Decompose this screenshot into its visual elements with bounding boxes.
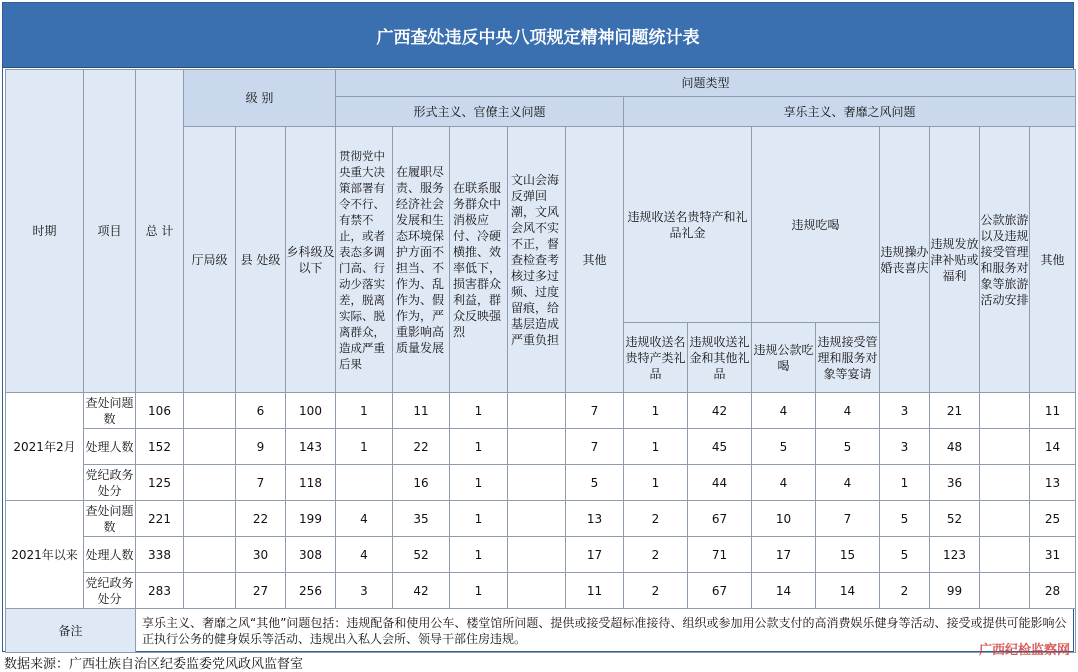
header-subsidy: 违规发放津补贴或福利: [930, 127, 980, 393]
eat-banquet-cell: 7: [816, 501, 880, 537]
wedding-cell: 5: [880, 537, 930, 573]
formalism-1-cell: [336, 465, 393, 501]
level-ting-cell: [184, 537, 236, 573]
header-gift-cash: 违规收送礼金和其他礼品: [688, 323, 752, 393]
eat-public-cell: 5: [752, 429, 816, 465]
level-ting-cell: [184, 573, 236, 609]
level-ting-cell: [184, 429, 236, 465]
formalism-4-cell: [508, 501, 566, 537]
note-text: 享乐主义、奢靡之风“其他”问题包括：违规配备和使用公车、楼堂馆所问题、提供或接受超标准接待、组织或参加用公款支付的高消费娱乐健身等活动、接受或提供可能影响公正执行公务的健身娱乐等活动、违规出入私人会所、领导干部住房违规。: [136, 609, 1076, 653]
watermark-logo: 广西纪检监察网: [978, 643, 1070, 658]
travel-cell: [980, 573, 1030, 609]
wedding-cell: 1: [880, 465, 930, 501]
header-period: 时期: [6, 70, 84, 393]
statistics-table: [5, 69, 1076, 653]
item-label: 查处问题数: [84, 501, 136, 537]
eat-public-cell: 4: [752, 465, 816, 501]
level-xian-cell: 6: [236, 393, 286, 429]
header-gift-specialty: 违规收送名贵特产类礼品: [624, 323, 688, 393]
period-label: 2021年以来: [6, 501, 84, 609]
header-level-ting: 厅局级: [184, 127, 236, 393]
gift-cash-cell: 71: [688, 537, 752, 573]
header-level-xiang: 乡科级及以下: [286, 127, 336, 393]
formalism-other-cell: 11: [566, 573, 624, 609]
table-row: [6, 501, 1076, 537]
table-row: [6, 465, 1076, 501]
formalism-2-cell: 35: [393, 501, 450, 537]
level-ting-cell: [184, 465, 236, 501]
level-ting-cell: [184, 501, 236, 537]
item-label: 党纪政务处分: [84, 573, 136, 609]
total-cell: 125: [136, 465, 184, 501]
formalism-1-cell: 1: [336, 393, 393, 429]
data-source: 数据来源：广西壮族自治区纪委监委党风政风监督室: [4, 657, 304, 672]
note-label: 备注: [6, 609, 136, 653]
eat-banquet-cell: 15: [816, 537, 880, 573]
header-gift-group: 违规收送名贵特产和礼品礼金: [624, 127, 752, 323]
header-formalism: 形式主义、官僚主义问题: [336, 97, 624, 127]
header-formalism-2: 在履职尽责、服务经济社会发展和生态环境保护方面不担当、不作为、乱作为、假作为，严重影响高质量发展: [393, 127, 450, 393]
gift-specialty-cell: 1: [624, 393, 688, 429]
header-level-xian: 县 处级: [236, 127, 286, 393]
header-item: 项目: [84, 70, 136, 393]
formalism-other-cell: 5: [566, 465, 624, 501]
header-eat-public: 违规公款吃喝: [752, 323, 816, 393]
level-xian-cell: 22: [236, 501, 286, 537]
formalism-2-cell: 42: [393, 573, 450, 609]
item-label: 处理人数: [84, 429, 136, 465]
table-row: [6, 429, 1076, 465]
hedonism-other-cell: 25: [1030, 501, 1076, 537]
wedding-cell: 2: [880, 573, 930, 609]
header-wedding: 违规操办婚丧喜庆: [880, 127, 930, 393]
eat-banquet-cell: 5: [816, 429, 880, 465]
header-formalism-1: 贯彻党中央重大决策部署有令不行、有禁不止，或者表态多调门高、行动少落实差，脱离实际、脱离群众，造成严重后果: [336, 127, 393, 393]
level-xiang-cell: 118: [286, 465, 336, 501]
formalism-2-cell: 52: [393, 537, 450, 573]
level-ting-cell: [184, 393, 236, 429]
travel-cell: [980, 537, 1030, 573]
gift-cash-cell: 42: [688, 393, 752, 429]
eat-public-cell: 14: [752, 573, 816, 609]
header-eat-banquet: 违规接受管理和服务对象等宴请: [816, 323, 880, 393]
table-title: 广西查处违反中央八项规定精神问题统计表: [3, 3, 1073, 68]
formalism-3-cell: 1: [450, 393, 508, 429]
gift-specialty-cell: 2: [624, 537, 688, 573]
travel-cell: [980, 501, 1030, 537]
formalism-1-cell: 4: [336, 501, 393, 537]
gift-specialty-cell: 2: [624, 573, 688, 609]
gift-cash-cell: 67: [688, 501, 752, 537]
gift-cash-cell: 45: [688, 429, 752, 465]
header-eat-group: 违规吃喝: [752, 127, 880, 323]
formalism-other-cell: 13: [566, 501, 624, 537]
subsidy-cell: 99: [930, 573, 980, 609]
table-row: [6, 537, 1076, 573]
level-xiang-cell: 308: [286, 537, 336, 573]
formalism-4-cell: [508, 537, 566, 573]
level-xian-cell: 27: [236, 573, 286, 609]
eat-public-cell: 4: [752, 393, 816, 429]
travel-cell: [980, 393, 1030, 429]
level-xiang-cell: 256: [286, 573, 336, 609]
subsidy-cell: 21: [930, 393, 980, 429]
gift-cash-cell: 67: [688, 573, 752, 609]
formalism-1-cell: 1: [336, 429, 393, 465]
formalism-4-cell: [508, 465, 566, 501]
table-frame: [2, 2, 1074, 652]
item-label: 党纪政务处分: [84, 465, 136, 501]
subsidy-cell: 36: [930, 465, 980, 501]
total-cell: 338: [136, 537, 184, 573]
note-row: [6, 609, 1076, 653]
total-cell: 283: [136, 573, 184, 609]
level-xian-cell: 7: [236, 465, 286, 501]
header-travel: 公款旅游以及违规接受管理和服务对象等旅游活动安排: [980, 127, 1030, 393]
formalism-other-cell: 7: [566, 393, 624, 429]
formalism-2-cell: 22: [393, 429, 450, 465]
wedding-cell: 3: [880, 429, 930, 465]
formalism-2-cell: 11: [393, 393, 450, 429]
hedonism-other-cell: 14: [1030, 429, 1076, 465]
table-row: [6, 573, 1076, 609]
header-hedonism-other: 其他: [1030, 127, 1076, 393]
formalism-3-cell: 1: [450, 429, 508, 465]
header-formalism-4: 文山会海反弹回潮，文风会风不实不正，督查检查考核过多过频、过度留痕，给基层造成严重负担: [508, 127, 566, 393]
formalism-3-cell: 1: [450, 501, 508, 537]
gift-cash-cell: 44: [688, 465, 752, 501]
formalism-other-cell: 7: [566, 429, 624, 465]
item-label: 查处问题数: [84, 393, 136, 429]
table-row: [6, 393, 1076, 429]
header-formalism-other: 其他: [566, 127, 624, 393]
eat-banquet-cell: 14: [816, 573, 880, 609]
hedonism-other-cell: 13: [1030, 465, 1076, 501]
formalism-4-cell: [508, 393, 566, 429]
item-label: 处理人数: [84, 537, 136, 573]
eat-banquet-cell: 4: [816, 393, 880, 429]
formalism-other-cell: 17: [566, 537, 624, 573]
header-total: 总 计: [136, 70, 184, 393]
total-cell: 152: [136, 429, 184, 465]
wedding-cell: 5: [880, 501, 930, 537]
header-formalism-3: 在联系服务群众中消极应付、冷硬横推、效率低下，损害群众利益，群众反映强烈: [450, 127, 508, 393]
level-xian-cell: 9: [236, 429, 286, 465]
subsidy-cell: 48: [930, 429, 980, 465]
subsidy-cell: 123: [930, 537, 980, 573]
formalism-1-cell: 4: [336, 537, 393, 573]
header-problem-type: 问题类型: [336, 70, 1076, 97]
header-hedonism: 享乐主义、奢靡之风问题: [624, 97, 1076, 127]
level-xian-cell: 30: [236, 537, 286, 573]
header-level: 级 别: [184, 70, 336, 127]
eat-public-cell: 17: [752, 537, 816, 573]
formalism-4-cell: [508, 573, 566, 609]
formalism-3-cell: 1: [450, 465, 508, 501]
period-label: 2021年2月: [6, 393, 84, 501]
wedding-cell: 3: [880, 393, 930, 429]
hedonism-other-cell: 11: [1030, 393, 1076, 429]
formalism-2-cell: 16: [393, 465, 450, 501]
formalism-3-cell: 1: [450, 537, 508, 573]
total-cell: 106: [136, 393, 184, 429]
total-cell: 221: [136, 501, 184, 537]
gift-specialty-cell: 1: [624, 429, 688, 465]
level-xiang-cell: 143: [286, 429, 336, 465]
formalism-4-cell: [508, 429, 566, 465]
formalism-3-cell: 1: [450, 573, 508, 609]
subsidy-cell: 52: [930, 501, 980, 537]
formalism-1-cell: 3: [336, 573, 393, 609]
gift-specialty-cell: 1: [624, 465, 688, 501]
hedonism-other-cell: 31: [1030, 537, 1076, 573]
hedonism-other-cell: 28: [1030, 573, 1076, 609]
gift-specialty-cell: 2: [624, 501, 688, 537]
level-xiang-cell: 100: [286, 393, 336, 429]
level-xiang-cell: 199: [286, 501, 336, 537]
travel-cell: [980, 429, 1030, 465]
travel-cell: [980, 465, 1030, 501]
eat-banquet-cell: 4: [816, 465, 880, 501]
eat-public-cell: 10: [752, 501, 816, 537]
